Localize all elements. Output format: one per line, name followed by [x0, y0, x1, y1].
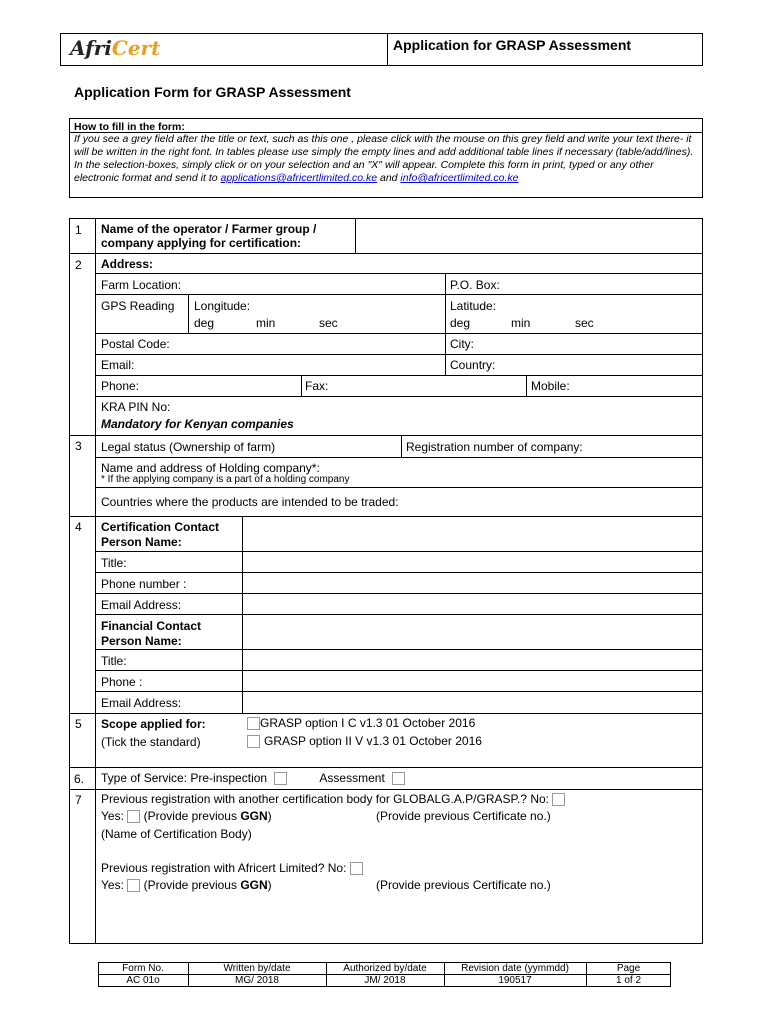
operator-name-field[interactable]: [356, 219, 702, 252]
footer-header-page: Page: [616, 963, 641, 974]
holding-company-label: Name and address of Holding company*:: [101, 461, 320, 475]
cert-title-label: Title:: [101, 556, 127, 570]
postal-code-label: Postal Code:: [101, 337, 170, 351]
section-number-1: 1: [75, 223, 82, 237]
fin-phone-label: Phone :: [101, 675, 143, 689]
assessment-checkbox[interactable]: [392, 772, 405, 785]
footer-header-authorized-by: Authorized by/date: [343, 963, 427, 974]
scope-option-1: GRASP option I C v1.3 01 October 2016: [247, 716, 475, 730]
grasp-option-1-checkbox[interactable]: [247, 717, 260, 730]
previous-registration-yes: Yes: (Provide previous GGN): [101, 809, 272, 823]
footer-header-form-no: Form No.: [122, 963, 164, 974]
certification-contact-label: Certification Contact Person Name:: [101, 520, 220, 549]
logo-cell: [61, 34, 388, 65]
legal-status-label: Legal status (Ownership of farm): [101, 440, 276, 454]
registration-number-label: Registration number of company:: [406, 440, 583, 454]
longitude-label: Longitude:: [194, 299, 251, 313]
city-label: City:: [450, 337, 474, 351]
scope-option-2: GRASP option II V v1.3 01 October 2016: [247, 734, 482, 748]
latitude-sec: sec: [575, 316, 594, 330]
farm-location-label: Farm Location:: [101, 278, 182, 292]
email-label: Email:: [101, 358, 135, 372]
section-number-2: 2: [75, 258, 82, 272]
africert-no-checkbox[interactable]: [350, 862, 363, 875]
section-number-3: 3: [75, 439, 82, 453]
type-of-service: Type of Service: Pre-inspection Assessment: [101, 771, 405, 785]
mobile-label: Mobile:: [531, 379, 570, 393]
footer-value-authorized-by: JM/ 2018: [364, 975, 406, 986]
footer-value-revision-date: 190517: [498, 975, 532, 986]
footer-value-form-no: AC 01o: [126, 975, 160, 986]
latitude-label: Latitude:: [450, 299, 497, 313]
instructions-box: [69, 118, 703, 198]
footer-value-page: 1 of 2: [615, 975, 642, 986]
fin-email-label: Email Address:: [101, 696, 182, 710]
africert-yes-checkbox[interactable]: [127, 879, 140, 892]
countries-traded-label: Countries where the products are intended to be traded:: [101, 495, 399, 509]
africert-registration-yes: Yes: (Provide previous GGN): [101, 878, 272, 892]
tick-standard-label: (Tick the standard): [101, 735, 201, 749]
fax-label: Fax:: [305, 379, 329, 393]
phone-label: Phone:: [101, 379, 140, 393]
provide-certificate-note-2: (Provide previous Certificate no.): [376, 878, 551, 892]
longitude-deg: deg: [194, 316, 215, 330]
grasp-option-2-checkbox[interactable]: [247, 735, 260, 748]
instructions-heading: How to fill in the form:: [74, 121, 185, 133]
longitude-min: min: [256, 316, 276, 330]
africert-registration-question: Previous registration with Africert Limited? No:: [101, 861, 363, 875]
header-title: Application for GRASP Assessment: [393, 37, 632, 53]
provide-certificate-note-1: (Provide previous Certificate no.): [376, 809, 551, 823]
latitude-min: min: [511, 316, 531, 330]
instructions-text: If you see a grey field after the title or text, such as this one , please click with the mouse on this grey field and write your text there- it will be written in the right font. In tables please use simply the empty lines and add additional table lines if necessary (table/add/lines). In the selection-boxes, simply click or on your selection and an "X" will appear. Complete this form in print, typed or any other electronic format and send it to applications@africertlimited.co.ke and info@africertlimited.co.ke: [74, 133, 694, 184]
footer-header-revision-date: Revision date (yymmdd): [461, 963, 569, 974]
fin-title-label: Title:: [101, 654, 127, 668]
footer-header-written-by: Written by/date: [223, 963, 291, 974]
scope-label: Scope applied for:: [101, 717, 206, 731]
section-number-7: 7: [75, 793, 82, 807]
email-link-applications[interactable]: applications@africertlimited.co.ke: [220, 172, 378, 184]
form-title: Application Form for GRASP Assessment: [74, 84, 351, 100]
cert-phone-label: Phone number :: [101, 577, 187, 591]
previous-registration-question: Previous registration with another certification body for GLOBALG.A.P/GRASP.? No:: [101, 792, 565, 806]
address-heading: Address:: [101, 257, 154, 271]
prev-registration-yes-checkbox[interactable]: [127, 810, 140, 823]
section-number-4: 4: [75, 520, 82, 534]
document-header: [60, 33, 703, 66]
pre-inspection-checkbox[interactable]: [274, 772, 287, 785]
footer-value-written-by: MG/ 2018: [235, 975, 279, 986]
africert-logo: AfriCert: [70, 36, 161, 60]
email-link-info[interactable]: info@africertlimited.co.ke: [400, 172, 519, 184]
prev-registration-no-checkbox[interactable]: [552, 793, 565, 806]
section-number-6: 6.: [74, 772, 85, 786]
holding-company-note: * If the applying company is a part of a holding company: [101, 474, 350, 485]
kra-pin-label: KRA PIN No:: [101, 400, 171, 414]
po-box-label: P.O. Box:: [450, 278, 500, 292]
certification-body-name-note: (Name of Certification Body): [101, 827, 252, 841]
financial-contact-label: Financial Contact Person Name:: [101, 619, 202, 648]
cert-email-label: Email Address:: [101, 598, 182, 612]
section-number-5: 5: [75, 717, 82, 731]
latitude-deg: deg: [450, 316, 471, 330]
operator-name-label: Name of the operator / Farmer group / company applying for certification:: [101, 222, 317, 250]
country-label: Country:: [450, 358, 496, 372]
gps-reading-label: GPS Reading: [101, 299, 175, 313]
longitude-sec: sec: [319, 316, 338, 330]
kra-pin-note: Mandatory for Kenyan companies: [101, 417, 294, 431]
